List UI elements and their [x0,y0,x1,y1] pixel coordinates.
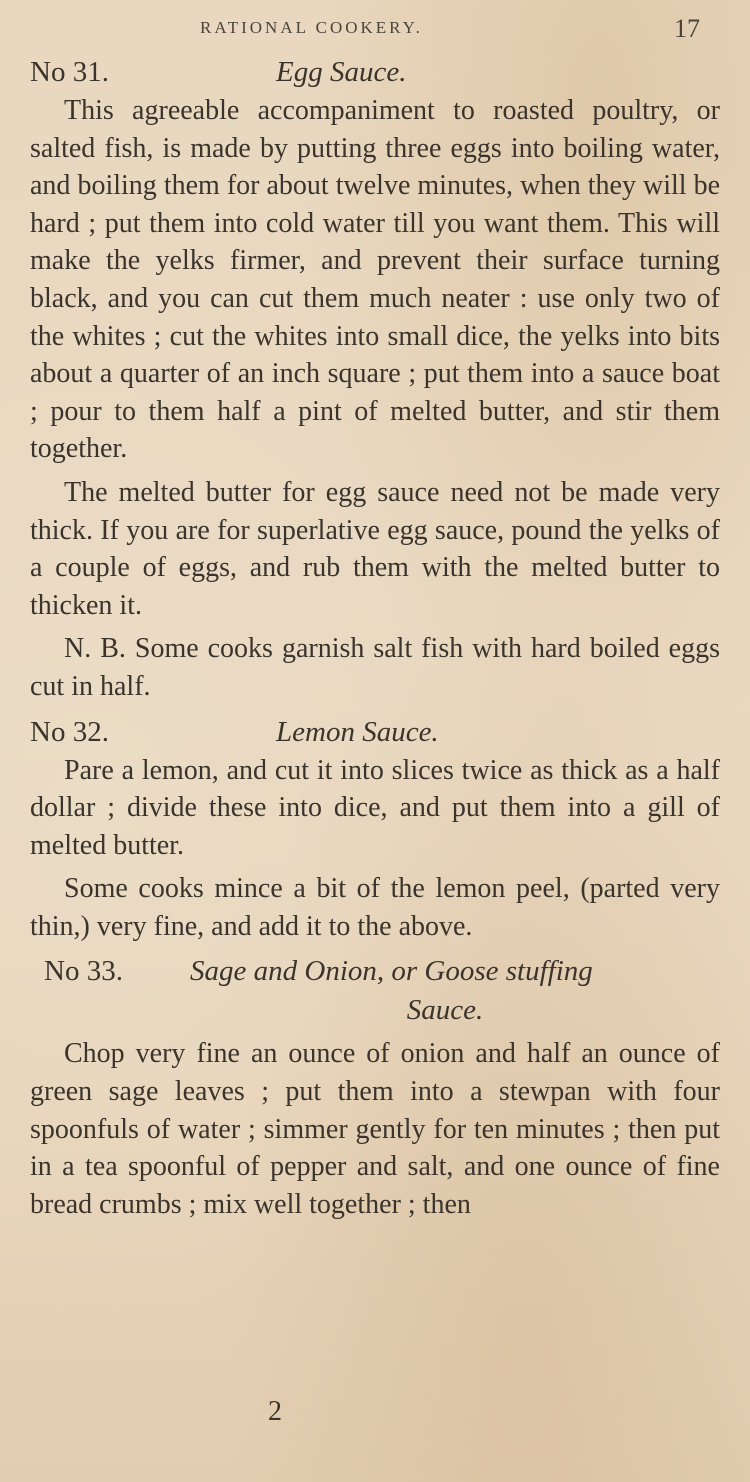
running-head [0,14,750,44]
recipe-number: No 32. [30,715,109,748]
signature-mark: 2 [268,1396,282,1427]
recipe-heading [30,712,720,752]
recipe-title-continued: Sauce. [406,994,484,1027]
recipe-note: N. B. Some cooks garnish salt fish with hard boiled eggs cut in half. [30,633,720,702]
recipe-paragraph: Chop very fine an ounce of onion and half an ounce of green sage leaves ; put them into a stewpan with four spoonfuls of water ; simmer gently for ten minutes ; then put in a tea spoonful of pepper and salt, and one ounce of fine bread crumbs ; mix well together ; then [30,1038,720,1220]
recipe-title: Lemon Sauce. [276,715,439,748]
recipe-title: Egg Sauce. [276,56,407,88]
page-text [30,52,720,1223]
page-number: 17 [674,14,700,43]
recipe-paragraph: Some cooks mince a bit of the lemon peel, (parted very thin,) very fine, and add it to the above. [30,873,720,942]
recipe-paragraph: This agreeable accompaniment to roasted poultry, or salted fish, is made by putting three eggs into boiling water, and boiling them for about twelve minutes, when they will be hard ; put them into cold water till you want them. This will make the yelks firmer, and prevent their surface turning black, and you can cut them much neater : use only two of the whites ; cut the whites into small dice, the yelks into bits about a quarter of an inch square ; put them into a sauce boat ; pour to them half a pint of melted butter, and stir them together. [30,95,720,465]
recipe-title: Sage and Onion, or Goose stuffing [190,955,593,988]
recipe-number: No 31. [30,56,109,88]
recipe-heading [30,951,720,991]
running-title: RATIONAL COOKERY. [200,18,423,37]
recipe-heading [30,52,720,92]
recipe-paragraph: Pare a lemon, and cut it into slices twice as thick as a half dollar ; divide these into dice, and put them into a gill of melted butter. [30,754,720,861]
recipe-paragraph: The melted butter for egg sauce need not be made very thick. If you are for superlative egg sauce, pound the yelks of a couple of eggs, and rub them with the melted butter to thicken it. [30,476,720,621]
recipe-number: No 33. [44,955,123,988]
